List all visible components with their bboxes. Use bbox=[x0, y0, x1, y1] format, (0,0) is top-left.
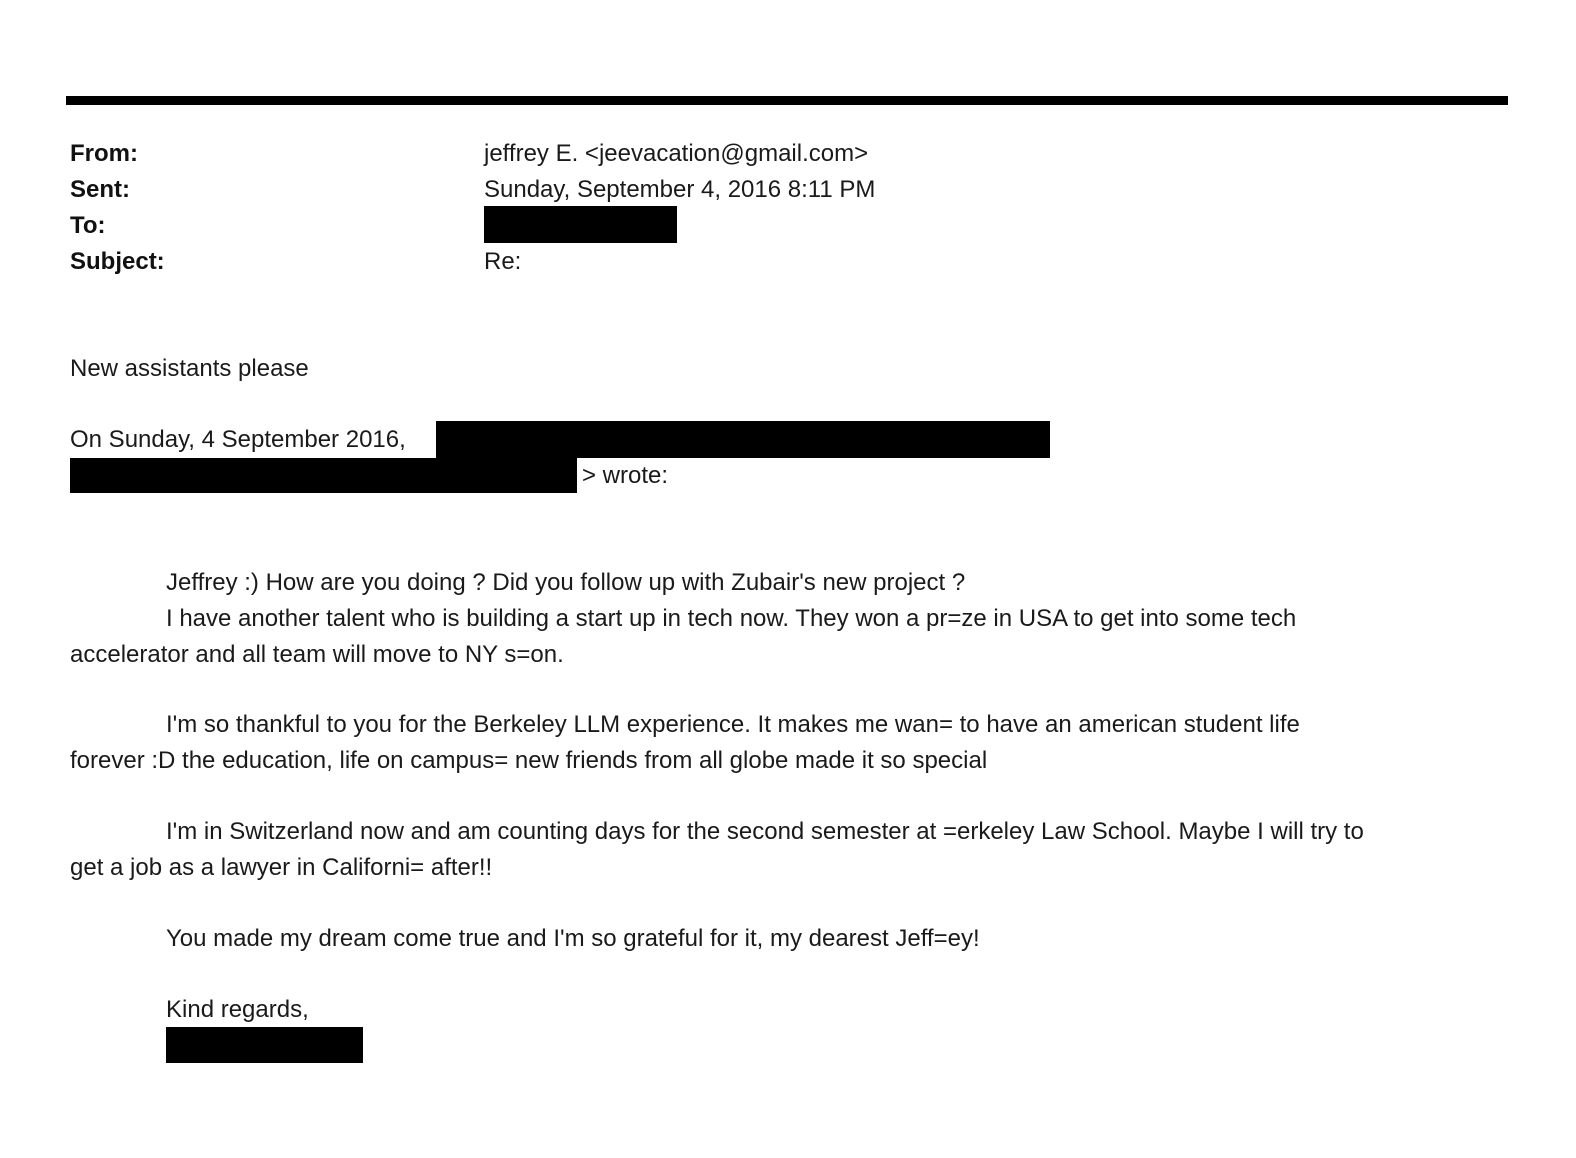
signature-redaction bbox=[166, 1027, 363, 1063]
from-value: jeffrey E. <jeevacation@gmail.com> bbox=[484, 140, 869, 167]
to-label: To: bbox=[70, 212, 106, 239]
quoted-p3-line2: get a job as a lawyer in Californi= after!! bbox=[70, 854, 493, 881]
quoted-p1-line3: accelerator and all team will move to NY s=on. bbox=[70, 641, 564, 668]
sent-label: Sent: bbox=[70, 176, 130, 203]
quoted-p2-line1: I'm so thankful to you for the Berkeley LLM experience. It makes me wan= to have an american student life bbox=[166, 711, 1300, 738]
subject-value: Re: bbox=[484, 248, 522, 275]
header-divider bbox=[66, 96, 1508, 105]
reply-text: New assistants please bbox=[70, 355, 309, 382]
quoted-p1-line1: Jeffrey :) How are you doing ? Did you follow up with Zubair's new project ? bbox=[166, 569, 966, 596]
quoted-p2-line2: forever :D the education, life on campus= new friends from all globe made it so special bbox=[70, 747, 988, 774]
to-redaction bbox=[484, 206, 677, 243]
closing-text: Kind regards, bbox=[166, 996, 309, 1023]
quoted-p4: You made my dream come true and I'm so grateful for it, my dearest Jeff=ey! bbox=[166, 925, 980, 952]
quote-header-prefix: On Sunday, 4 September 2016, bbox=[70, 426, 406, 453]
quoted-p1-line2: I have another talent who is building a start up in tech now. They won a pr=ze in USA to get into some tech bbox=[166, 605, 1297, 632]
sender-name-redaction bbox=[436, 421, 1050, 458]
from-label: From: bbox=[70, 140, 138, 167]
quoted-p3-line1: I'm in Switzerland now and am counting days for the second semester at =erkeley Law School. Maybe I will try to bbox=[166, 818, 1364, 845]
subject-label: Subject: bbox=[70, 248, 165, 275]
quote-header-suffix: > wrote: bbox=[582, 462, 669, 489]
sender-email-redaction bbox=[70, 458, 577, 493]
sent-value: Sunday, September 4, 2016 8:11 PM bbox=[484, 176, 876, 203]
